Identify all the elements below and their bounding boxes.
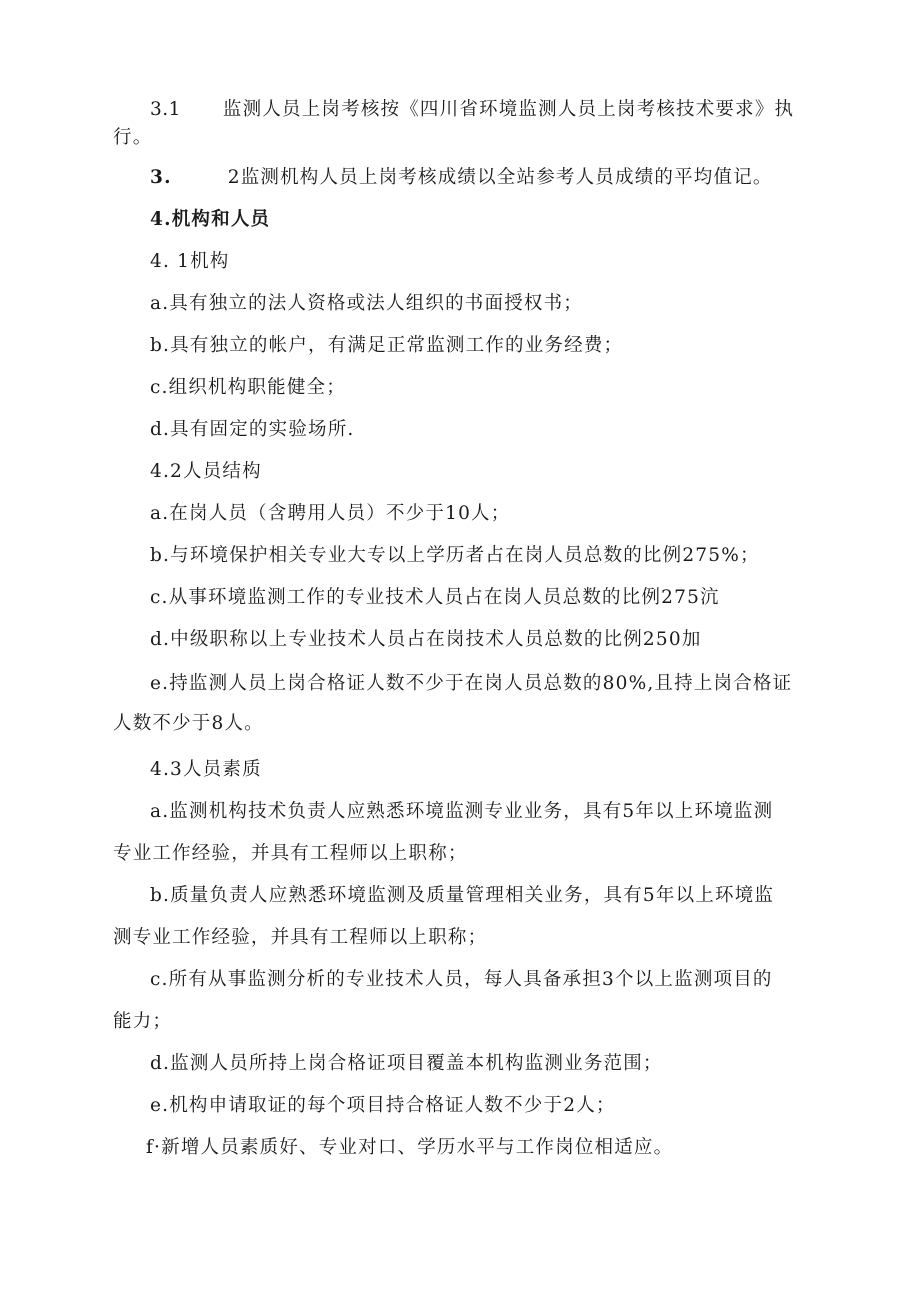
item-4-3-b: b.质量负责人应熟悉环境监测及质量管理相关业务，具有5年以上环境监 bbox=[150, 885, 775, 906]
item-4-2-e-continued: 人数不少于8人。 bbox=[113, 713, 264, 734]
section-4-3-heading: 4.3人员素质 bbox=[150, 759, 262, 780]
item-4-1-c: c.组织机构职能健全； bbox=[150, 377, 346, 398]
item-4-3-c: c.所有从事监测分析的专业技术人员，每人具备承担3个以上监测项目的 bbox=[150, 969, 773, 990]
para-3-1-text: 监测人员上岗考核按《四川省环境监测人员上岗考核技术要求》执 bbox=[222, 99, 795, 120]
para-3-2-number: 3. bbox=[150, 167, 172, 188]
section-4-heading: 4.机构和人员 bbox=[150, 209, 271, 230]
item-4-3-c-continued: 能力； bbox=[113, 1011, 173, 1032]
item-4-3-a: a.监测机构技术负责人应熟悉环境监测专业业务，具有5年以上环境监测 bbox=[150, 801, 774, 822]
item-4-3-d: d.监测人员所持上岗合格证项目覆盖本机构监测业务范围； bbox=[150, 1053, 663, 1074]
para-3-1-number: 3.1 bbox=[150, 99, 181, 120]
para-3-1 bbox=[150, 98, 850, 122]
item-4-2-d: d.中级职称以上专业技术人员占在岗技术人员总数的比例250加 bbox=[150, 629, 702, 650]
para-3-1-continued: 行。 bbox=[113, 127, 153, 148]
item-4-3-b-continued: 测专业工作经验，并具有工程师以上职称； bbox=[113, 927, 488, 948]
item-4-2-a: a.在岗人员（含聘用人员）不少于10人； bbox=[150, 503, 511, 524]
section-4-2-heading: 4.2人员结构 bbox=[150, 461, 262, 482]
item-4-2-c: c.从事环境监测工作的专业技术人员占在岗人员总数的比例275沆 bbox=[150, 587, 720, 608]
para-3-2 bbox=[150, 166, 850, 190]
item-4-2-e: e.持监测人员上岗合格证人数不少于在岗人员总数的80%,且持上岗合格证 bbox=[150, 673, 793, 694]
item-4-1-a: a.具有独立的法人资格或法人组织的书面授权书； bbox=[150, 293, 584, 314]
para-3-2-text: 2监测机构人员上岗考核成绩以全站参考人员成绩的平均值记。 bbox=[227, 167, 773, 188]
item-4-1-d: d.具有固定的实验场所. bbox=[150, 419, 355, 440]
section-4-1-heading: 4. 1机构 bbox=[150, 251, 230, 272]
item-4-1-b: b.具有独立的帐户，有满足正常监测工作的业务经费； bbox=[150, 335, 624, 356]
item-4-3-e: e.机构申请取证的每个项目持合格证人数不少于2人； bbox=[150, 1095, 616, 1116]
item-4-3-f: f·新增人员素质好、专业对口、学历水平与工作岗位相适应。 bbox=[146, 1137, 674, 1158]
item-4-2-b: b.与环境保护相关专业大专以上学历者占在岗人员总数的比例275%； bbox=[150, 545, 760, 566]
item-4-3-a-continued: 专业工作经验，并具有工程师以上职称； bbox=[113, 843, 468, 864]
